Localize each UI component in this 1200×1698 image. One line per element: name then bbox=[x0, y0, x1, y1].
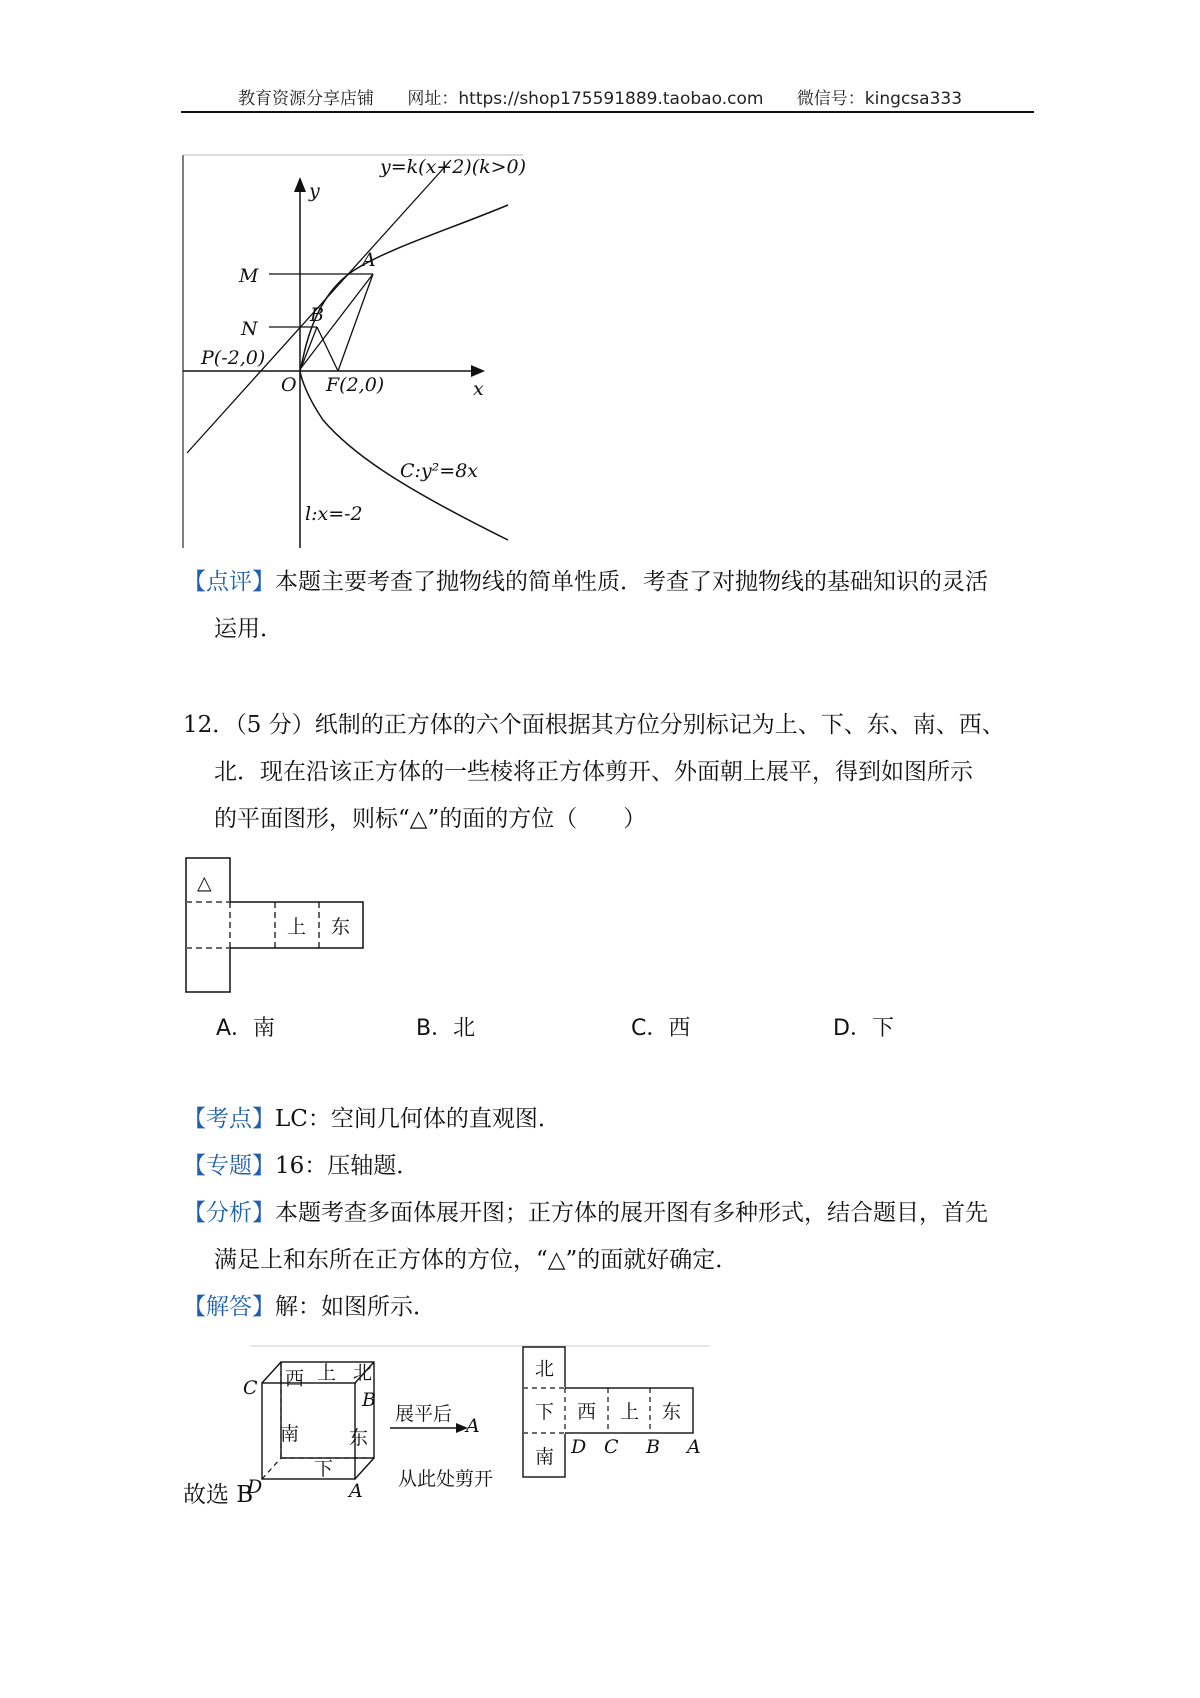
cube-label-C: C bbox=[243, 1377, 258, 1399]
jieda-tag: 【解答】 bbox=[183, 1294, 275, 1320]
net2-label-C: C bbox=[604, 1436, 619, 1458]
header-divider bbox=[181, 111, 1034, 113]
page-header bbox=[0, 84, 1200, 109]
net-triangle: △ bbox=[197, 872, 212, 894]
comment-line1: 本题主要考查了抛物线的简单性质．考查了对抛物线的基础知识的灵活 bbox=[275, 569, 988, 595]
option-a[interactable]: A．南 bbox=[216, 1016, 276, 1041]
question-line1: 12．（5 分）纸制的正方体的六个面根据其方位分别标记为上、下、东、南、西、 bbox=[183, 712, 1005, 738]
question-line3: 的平面图形，则标“△”的面的方位（ ） bbox=[214, 806, 647, 832]
label-M: M bbox=[239, 265, 259, 287]
fenxi-line1: 本题考查多面体展开图；正方体的展开图有多种形式，结合题目，首先 bbox=[275, 1200, 988, 1226]
option-d[interactable]: D．下 bbox=[833, 1016, 894, 1041]
parabola-figure bbox=[183, 155, 527, 550]
cube-bottom: 下 bbox=[314, 1458, 334, 1480]
net2-north: 北 bbox=[535, 1358, 555, 1380]
label-F: F(2,0) bbox=[326, 374, 385, 396]
cube-east: 东 bbox=[349, 1427, 369, 1449]
label-A: A bbox=[362, 249, 376, 271]
cube-west: 西 bbox=[285, 1368, 305, 1390]
label-directrix: l:x=-2 bbox=[305, 503, 363, 525]
cube-north: 北 bbox=[353, 1362, 373, 1384]
zhuanti-tag: 【专题】 bbox=[183, 1153, 275, 1179]
net2-west: 西 bbox=[577, 1401, 597, 1423]
zhuanti-text: 16：压轴题． bbox=[275, 1153, 420, 1179]
label-P: P(-2,0) bbox=[201, 347, 266, 369]
cube-net-figure bbox=[186, 858, 366, 992]
unfold-label-A: A bbox=[466, 1415, 480, 1437]
comment-line2: 运用． bbox=[214, 616, 283, 642]
unfold-label: 展平后 bbox=[395, 1403, 453, 1425]
label-y: y bbox=[309, 180, 320, 202]
option-b[interactable]: B．北 bbox=[416, 1016, 476, 1041]
net2-label-B: B bbox=[646, 1436, 660, 1458]
option-c[interactable]: C．西 bbox=[631, 1016, 691, 1041]
header-url: 网址：https://shop175591889.taobao.com bbox=[407, 89, 764, 109]
label-B: B bbox=[310, 304, 324, 326]
y-axis-arrow bbox=[294, 177, 306, 192]
kaodian-line bbox=[183, 1096, 561, 1143]
net2-south: 南 bbox=[535, 1446, 555, 1468]
cube-label-B: B bbox=[362, 1389, 376, 1411]
question-12 bbox=[183, 702, 1053, 843]
label-O: O bbox=[281, 374, 297, 396]
jieda-text: 解：如图所示． bbox=[275, 1294, 436, 1320]
cube-label-A: A bbox=[349, 1480, 363, 1502]
kaodian-text: LC：空间几何体的直观图． bbox=[275, 1106, 561, 1132]
comment-paragraph bbox=[183, 559, 1043, 653]
header-shop: 教育资源分享店铺 bbox=[237, 89, 374, 109]
answer-line: 故选 B bbox=[183, 1482, 254, 1508]
net2-bottom: 下 bbox=[535, 1401, 555, 1423]
solution-figure bbox=[243, 1346, 710, 1506]
label-x: x bbox=[473, 378, 484, 400]
net2-label-A: A bbox=[687, 1436, 701, 1458]
fenxi-line2: 满足上和东所在正方体的方位，“△”的面就好确定． bbox=[214, 1247, 739, 1273]
question-line2: 北．现在沿该正方体的一些棱将正方体剪开、外面朝上展平，得到如图所示 bbox=[214, 759, 973, 785]
label-N: N bbox=[241, 318, 258, 340]
header-wechat: 微信号：kingcsa333 bbox=[796, 89, 963, 109]
cube-south: 南 bbox=[280, 1423, 300, 1445]
net-top: 上 bbox=[287, 916, 307, 938]
comment-tag: 【点评】 bbox=[183, 569, 275, 595]
fenxi-tag: 【分析】 bbox=[183, 1200, 275, 1226]
jieda-line bbox=[183, 1284, 436, 1331]
net-east: 东 bbox=[331, 916, 351, 938]
cube-top: 上 bbox=[317, 1362, 337, 1384]
fenxi-paragraph bbox=[183, 1190, 1053, 1284]
cut-label: 从此处剪开 bbox=[398, 1468, 494, 1490]
kaodian-tag: 【考点】 bbox=[183, 1106, 275, 1132]
net2-east: 东 bbox=[662, 1401, 682, 1423]
line-AF bbox=[338, 274, 373, 371]
cube-front-face bbox=[262, 1383, 355, 1479]
net2-top: 上 bbox=[620, 1401, 640, 1423]
label-line-eq: y=k(x+2)(k>0) bbox=[380, 156, 527, 178]
cube-label-D: D bbox=[247, 1476, 263, 1498]
zhuanti-line bbox=[183, 1143, 419, 1190]
net2-label-D: D bbox=[571, 1436, 587, 1458]
net-square-bottom bbox=[186, 948, 230, 992]
label-curve: C:y²=8x bbox=[400, 460, 479, 482]
x-axis-arrow bbox=[471, 365, 485, 377]
